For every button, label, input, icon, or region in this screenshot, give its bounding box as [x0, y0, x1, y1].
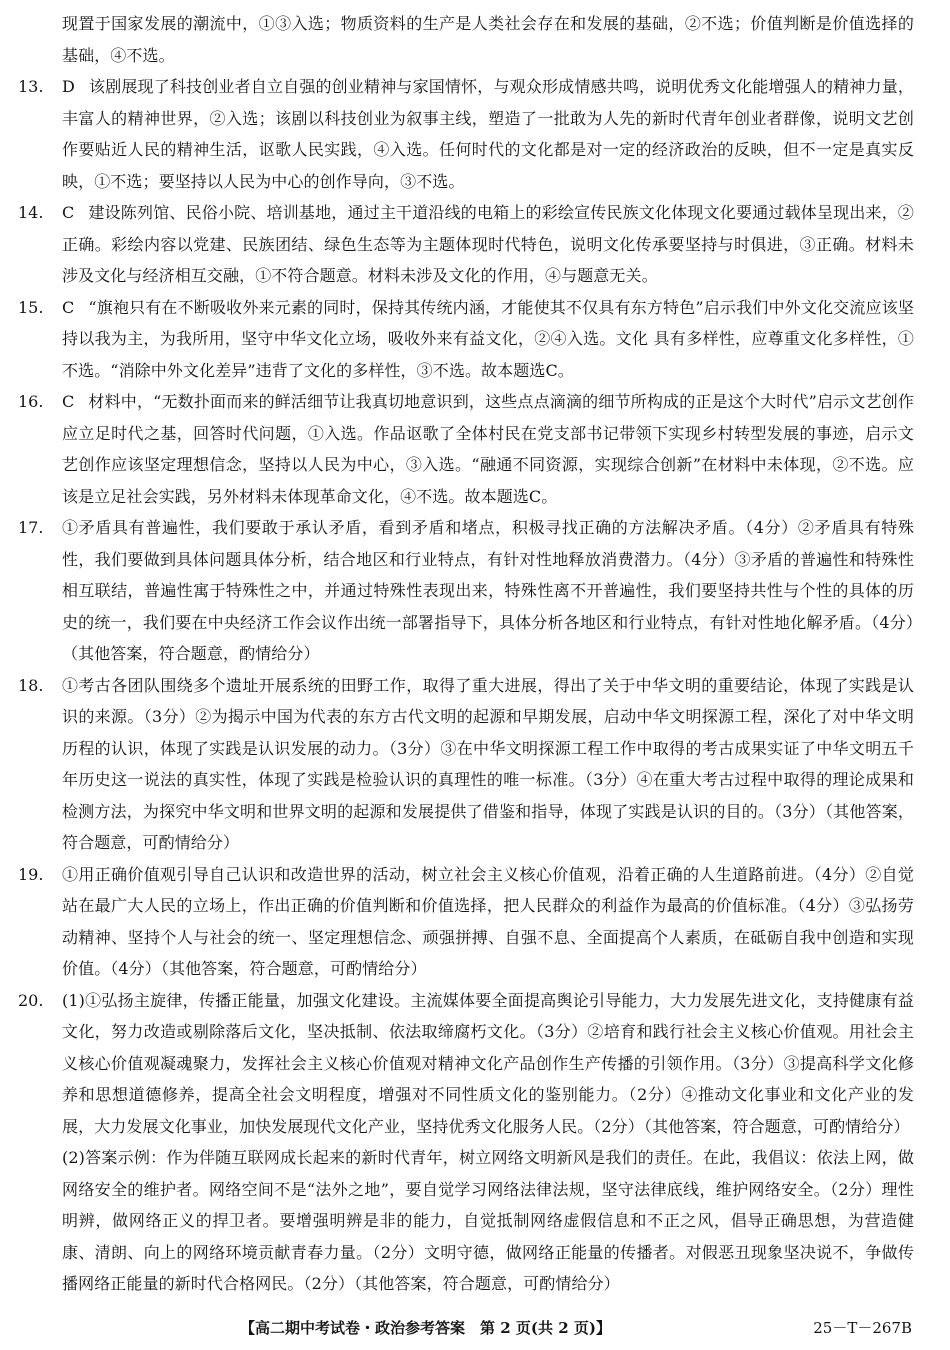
page-footer	[0, 1316, 950, 1340]
item-explanation: 该剧展现了科技创业者自立自强的创业精神与家国情怀，与观众形成情感共鸣，说明优秀文化能增强人的精神力量，丰富人的精神世界，②入选；该剧以科技创业为叙事主线，塑造了一批敢为人先的新时代青年创业者群像，说明文艺创作要贴近人民的精神生活，讴歌人民实践，④入选。任何时代的文化都是对一定的经济政治的反映，但不一定是真实反映，①不选；要坚持以人民为中心的创作导向，③不选。	[62, 77, 914, 191]
answer-item-14	[18, 197, 914, 292]
item-explanation: ①用正确价值观引导自己认识和改造世界的活动，树立社会主义核心价值观，沿着正确的人生道路前进。（4分）②自觉站在最广大人民的立场上，作出正确的价值判断和价值选择，把人民群众的利益作为最高的价值标准。（4分）③弘扬劳动精神、坚持个人与社会的统一、坚定理想信念、顽强拼搏、自强不息、全面提高个人素质，在砥砺自我中创造和实现价值。（4分）（其他答案，符合题意，可酌情给分）	[62, 864, 914, 978]
item-answer-letter: C	[62, 297, 75, 317]
item-number: 15.	[18, 297, 44, 317]
item-explanation: ①考古各团队围绕多个遗址开展系统的田野工作，取得了重大进展，得出了关于中华文明的重要结论，体现了实践是认识的来源。（3分）②为揭示中国为代表的东方古代文明的起源和早期发展，启动中华文明探源工程，深化了对中华文明历程的认识，体现了实践是认识发展的动力。（3分）③在中华文明探源工程工作中取得的考古成果实证了中华文明五千年历史这一说法的真实性，体现了实践是检验认识的真理性的唯一标准。（3分）④在重大考古过程中取得的理论成果和检测方法，为探究中华文明和世界文明的起源和发展提供了借鉴和指导，体现了实践是认识的目的。（3分）（其他答案，符合题意，可酌情给分）	[62, 675, 914, 852]
answer-item-15	[18, 292, 914, 387]
item-answer-letter: C	[62, 392, 75, 411]
answer-item-19	[18, 859, 914, 985]
item-number: 20.	[18, 990, 44, 1010]
item-number: 13.	[18, 77, 44, 96]
item-explanation: 建设陈列馆、民俗小院、培训基地，通过主干道沿线的电箱上的彩绘宣传民族文化体现文化要通过载体呈现出来，②正确。彩绘内容以党建、民族团结、绿色生态等为主题体现时代特色，说明文化传承要坚持与时俱进，③正确。材料未涉及文化与经济相互交融，①不符合题意。材料未涉及文化的作用，④与题意无关。	[62, 203, 914, 285]
answer-content	[18, 8, 914, 1300]
item-number: 18.	[18, 675, 44, 695]
item-explanation: ①矛盾具有普遍性，我们要敢于承认矛盾，看到矛盾和堵点，积极寻找正确的方法解决矛盾。（4分）②矛盾具有特殊性，我们要做到具体问题具体分析，结合地区和行业特点，有针对性地释放消费潜力。（4分）③矛盾的普遍性和特殊性相互联结，普遍性寓于特殊性之中，并通过特殊性表现出来，特殊性离不开普遍性，我们要坚持共性与个性的具体的历史的统一，我们要在中央经济工作会议作出统一部署指导下，具体分析各地区和行业特点，有针对性地化解矛盾。（4分）（其他答案，符合题意，酌情给分）	[62, 518, 914, 663]
item-number: 16.	[18, 392, 44, 411]
answer-item-13	[18, 71, 914, 197]
answer-item-17	[18, 512, 914, 670]
item-explanation: 材料中，“无数扑面而来的鲜活细节让我真切地意识到，这些点点滴滴的细节所构成的正是这个大时代”启示文艺创作应立足时代之基，回答时代问题，①入选。作品讴歌了全体村民在党支部书记带领下实现乡村转型发展的事迹，启示文艺创作应该坚定理想信念，坚持以人民为中心，③入选。“融通不同资源，实现综合创新”在材料中未体现，②不选。应该是立足社会实践，另外材料未体现革命文化，④不选。故本题选C。	[62, 392, 914, 506]
item-answer-letter: D	[62, 77, 75, 96]
item-20-part2: (2)答案示例：作为伴随互联网成长起来的新时代青年，树立网络文明新风是我们的责任。在此，我倡议：依法上网，做网络安全的维护者。网络空间不是“法外之地”，要自觉学习网络法律法规，坚守法律底线，维护网络安全。（2分）理性明辨，做网络正义的捍卫者。要增强明辨是非的能力，自觉抵制网络虚假信息和不正之风，倡导正确思想，为营造健康、清朗、向上的网络环境贡献青春力量。（2分）文明守德，做网络正能量的传播者。对假恶丑现象坚决说不，争做传播网络正能量的新时代合格网民。（2分）（其他答案，符合题意，可酌情给分）	[62, 1148, 914, 1293]
answer-item-20	[18, 985, 914, 1143]
item-explanation-part1: (1)①弘扬主旋律，传播正能量，加强文化建设。主流媒体要全面提高舆论引导能力，大力发展先进文化，支持健康有益文化，努力改造或剔除落后文化，坚决抵制、依法取缔腐朽文化。（3分）②培育和践行社会主义核心价值观。用社会主义核心价值观凝魂聚力，发挥社会主义核心价值观对精神文化产品创作生产传播的引领作用。（3分）③提高科学文化修养和思想道德修养，提高全社会文明程度，增强对不同性质文化的鉴别能力。（2分）④推动文化事业和文化产业的发展，大力发展文化事业，加快发展现代文化产业，坚持优秀文化服务人民。（2分）（其他答案，符合题意，可酌情给分）	[62, 990, 914, 1136]
footer-title: 【高二期中考试卷・政治参考答案 第 2 页(共 2 页)】	[240, 1319, 611, 1337]
intro-paragraph: 现置于国家发展的潮流中，①③入选；物质资料的生产是人类社会存在和发展的基础，②不选；价值判断是价值选择的基础，④不选。	[62, 14, 914, 65]
item-number: 14.	[18, 203, 44, 222]
item-number: 17.	[18, 518, 44, 537]
item-number: 19.	[18, 864, 44, 884]
answer-item-16	[18, 386, 914, 512]
answer-item-18	[18, 670, 914, 859]
footer-code: 25－T－267B	[813, 1319, 912, 1337]
item-explanation: “旗袍只有在不断吸收外来元素的同时，保持其传统内涵，才能使其不仅具有东方特色”启示我们中外文化交流应该坚持以我为主，为我所用，坚守中华文化立场，吸收外来有益文化，②④入选。文化 具有多样性，应尊重文化多样性，①不选。“消除中外文化差异”违背了文化的多样性，③不选。故本题选C。	[62, 297, 914, 380]
item-answer-letter: C	[62, 203, 75, 222]
